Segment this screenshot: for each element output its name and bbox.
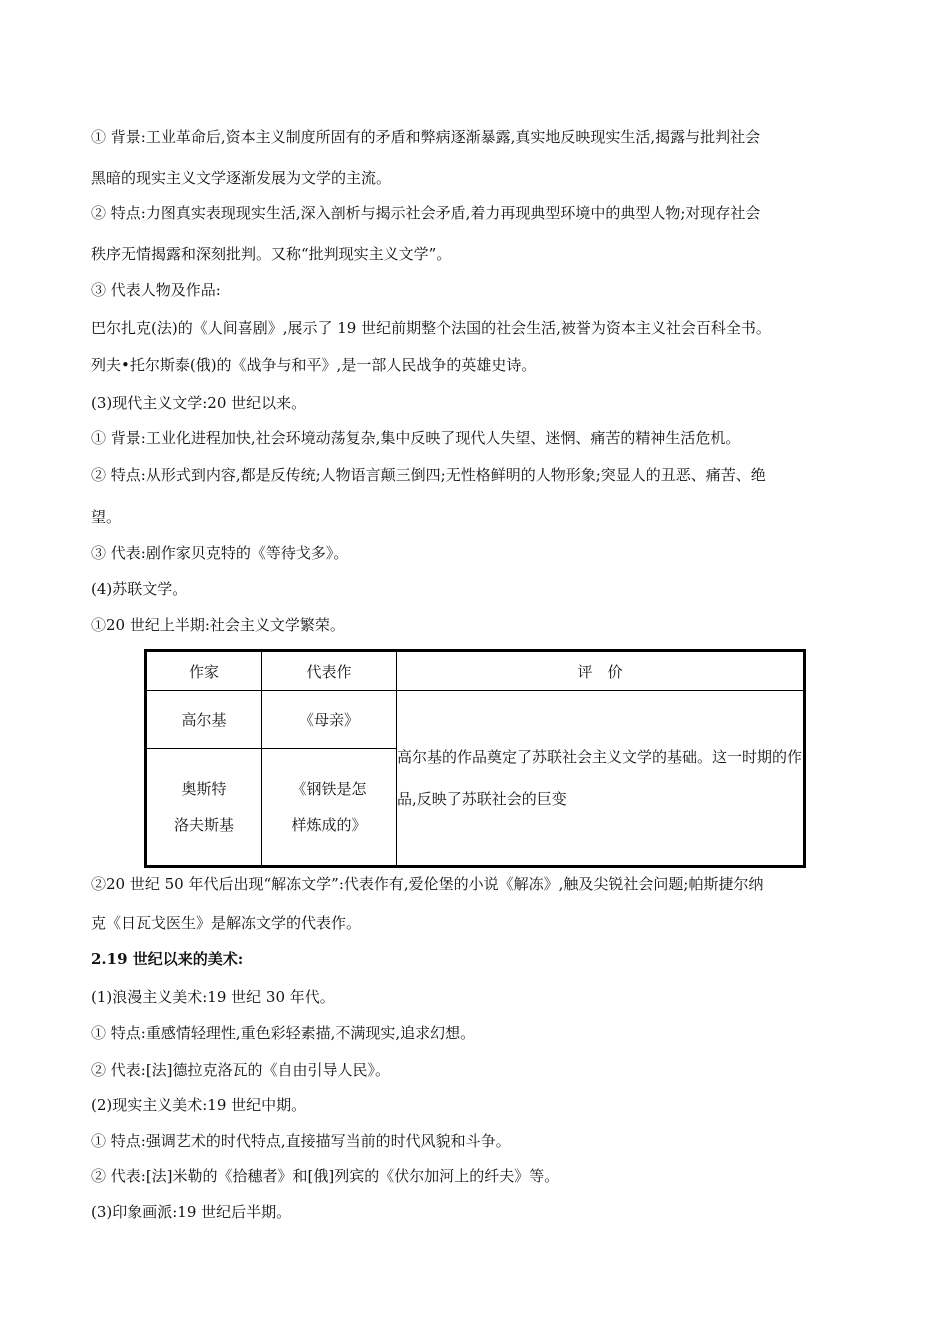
table-row [146, 691, 805, 749]
paragraph-line: (1)浪漫主义美术:19 世纪 30 年代。 [91, 988, 335, 1006]
paragraph-line: (3)现代主义文学:20 世纪以来。 [91, 394, 307, 412]
author-line: 洛夫斯基 [173, 816, 234, 835]
header-evaluation: 评 价 [397, 651, 805, 691]
paragraph-line: 望。 [91, 508, 122, 526]
paragraph-line: 克《日瓦戈医生》是解冻文学的代表作。 [91, 914, 362, 932]
paragraph-line: ② 特点:力图真实表现现实生活,深入剖析与揭示社会矛盾,着力再现典型环境中的典型人物;对现存社会 [91, 204, 761, 222]
paragraph-line: ② 代表:[法]米勒的《拾穗者》和[俄]列宾的《伏尔加河上的纤夫》等。 [91, 1167, 560, 1185]
paragraph-line: (3)印象画派:19 世纪后半期。 [91, 1203, 292, 1221]
work-cell [262, 749, 397, 867]
author-line: 奥斯特 [181, 780, 227, 799]
paragraph-line: ① 特点:重感情轻理性,重色彩轻素描,不满现实,追求幻想。 [91, 1024, 476, 1042]
evaluation-cell: 高尔基的作品奠定了苏联社会主义文学的基础。这一时期的作品,反映了苏联社会的巨变 [397, 691, 805, 867]
paragraph-line: 列夫•托尔斯泰(俄)的《战争与和平》,是一部人民战争的英雄史诗。 [91, 356, 537, 374]
paragraph-line: ① 背景:工业化进程加快,社会环境动荡复杂,集中反映了现代人失望、迷惘、痛苦的精神生活危机。 [91, 429, 741, 447]
work-line: 样炼成的》 [291, 816, 367, 835]
header-author: 作家 [146, 651, 262, 691]
paragraph-line: (2)现实主义美术:19 世纪中期。 [91, 1096, 307, 1114]
paragraph-line: ①20 世纪上半期:社会主义文学繁荣。 [91, 616, 345, 634]
paragraph-line: 黑暗的现实主义文学逐渐发展为文学的主流。 [91, 169, 392, 187]
paragraph-line: (4)苏联文学。 [91, 580, 188, 598]
work-line: 《钢铁是怎 [291, 780, 367, 799]
paragraph-line: ① 背景:工业革命后,资本主义制度所固有的矛盾和弊病逐渐暴露,真实地反映现实生活,揭露与批判社会 [91, 128, 761, 146]
paragraph-line: ① 特点:强调艺术的时代特点,直接描写当前的时代风貌和斗争。 [91, 1132, 511, 1150]
paragraph-line: ③ 代表:剧作家贝克特的《等待戈多》。 [91, 544, 349, 562]
section-heading: 2.19 世纪以来的美术: [91, 950, 244, 968]
soviet-literature-table [144, 649, 806, 868]
author-cell [146, 749, 262, 867]
paragraph-line: ② 代表:[法]德拉克洛瓦的《自由引导人民》。 [91, 1061, 391, 1079]
paragraph-line: 巴尔扎克(法)的《人间喜剧》,展示了 19 世纪前期整个法国的社会生活,被誉为资本主义社会百科全书。 [91, 319, 771, 337]
table-header-row [146, 651, 805, 691]
author-cell: 高尔基 [146, 691, 262, 749]
paragraph-line: ③ 代表人物及作品: [91, 281, 221, 299]
header-work: 代表作 [262, 651, 397, 691]
paragraph-line: ②20 世纪 50 年代后出现“解冻文学”:代表作有,爱伦堡的小说《解冻》,触及尖锐社会问题;帕斯捷尔纳 [91, 875, 764, 893]
paragraph-line: ② 特点:从形式到内容,都是反传统;人物语言颠三倒四;无性格鲜明的人物形象;突显人的丑恶、痛苦、绝 [91, 466, 766, 484]
paragraph-line: 秩序无情揭露和深刻批判。又称“批判现实主义文学”。 [91, 245, 452, 263]
work-cell: 《母亲》 [262, 691, 397, 749]
